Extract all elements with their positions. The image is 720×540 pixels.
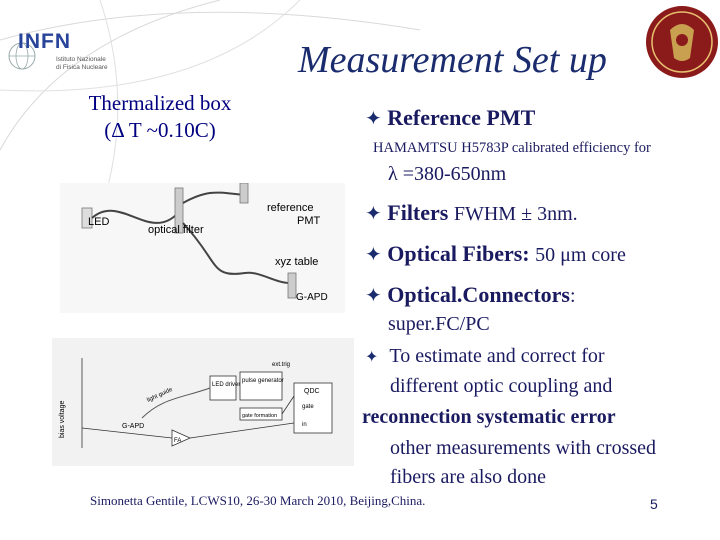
infn-subtitle xyxy=(56,56,136,71)
crossed-line-2: fibers are also done xyxy=(390,466,547,488)
qdc-in-label: in xyxy=(302,422,307,428)
optical-filter-label: optical filter xyxy=(148,224,204,236)
qdc-gate-label: gate xyxy=(302,404,314,410)
light-guide-label: light guide xyxy=(146,386,174,404)
fibers-value: 50 μm core xyxy=(535,244,626,266)
star-bullet-icon: ✦ xyxy=(365,285,382,307)
led-label: LED xyxy=(88,216,110,228)
setup-diagram xyxy=(60,183,345,313)
crossed-line-1: other measurements with crossed xyxy=(390,437,657,459)
estimate-line-3: reconnection systematic error xyxy=(362,406,616,428)
pulse-generator-label: pulse generator xyxy=(242,378,284,384)
lambda-range-text: λ =380-650nm xyxy=(388,163,507,185)
qdc-label: QDC xyxy=(304,388,320,395)
star-bullet-icon: ✦ xyxy=(365,203,382,225)
fibers-label: Optical Fibers: xyxy=(387,241,530,266)
fa-label: FA xyxy=(174,438,182,444)
hamamatsu-text: HAMAMTSU H5783P calibrated efficiency for xyxy=(373,140,651,156)
star-bullet-icon: ✦ xyxy=(365,349,379,366)
estimate-line-1: To estimate and correct for xyxy=(389,345,605,367)
bullet-estimate xyxy=(365,345,605,368)
reference-pmt-text: Reference PMT xyxy=(387,105,536,130)
schematic-gapd-label: G-APD xyxy=(122,423,145,430)
estimate-line-2: different optic coupling and xyxy=(390,375,613,397)
xyz-table-label: xyz table xyxy=(275,256,319,268)
infn-subtitle-line: di Fisica Nucleare xyxy=(56,63,108,71)
electronics-schematic xyxy=(52,338,354,466)
setup-diagram-drawing xyxy=(60,183,345,313)
infn-acronym: INFN xyxy=(18,30,71,53)
filters-label: Filters xyxy=(387,200,449,225)
filters-value: FWHM ± 3nm. xyxy=(453,203,578,225)
star-bullet-icon: ✦ xyxy=(365,108,382,130)
bullet-reference-pmt xyxy=(365,105,535,131)
bullet-optical-connectors xyxy=(365,282,576,308)
bullet-optical-fibers xyxy=(365,241,626,267)
bias-voltage-label: bias voltage xyxy=(59,400,66,438)
led-driver-box xyxy=(210,376,236,400)
page-number: 5 xyxy=(650,496,658,512)
thermal-line-1: Thermalized box xyxy=(88,91,232,115)
led-driver-label: LED driver xyxy=(212,382,241,388)
ext-trig-label: ext.trig xyxy=(272,362,291,368)
slide-title: Measurement Set up xyxy=(298,39,607,81)
gapd-label: G-APD xyxy=(296,292,328,303)
bullet-filters xyxy=(365,200,578,226)
thermal-line-2: (Δ T ~0.10C) xyxy=(104,118,216,142)
reference-label: reference xyxy=(267,202,314,214)
footer-citation: Simonetta Gentile, LCWS10, 26-30 March 2010, Beijing,China. xyxy=(90,493,426,508)
connectors-colon: : xyxy=(569,285,576,307)
electronics-schematic-drawing xyxy=(52,338,354,466)
pulse-generator-box xyxy=(240,372,282,400)
pmt-label: PMT xyxy=(297,215,321,227)
thermalized-box-caption xyxy=(60,90,260,144)
connectors-label: Optical.Connectors xyxy=(387,282,570,307)
star-bullet-icon: ✦ xyxy=(365,244,382,266)
gate-formation-label: gate formation xyxy=(242,413,278,419)
connectors-value: super.FC/PC xyxy=(388,313,490,335)
university-seal-icon xyxy=(642,0,720,90)
infn-subtitle-line: Istituto Nazionale xyxy=(56,56,106,63)
